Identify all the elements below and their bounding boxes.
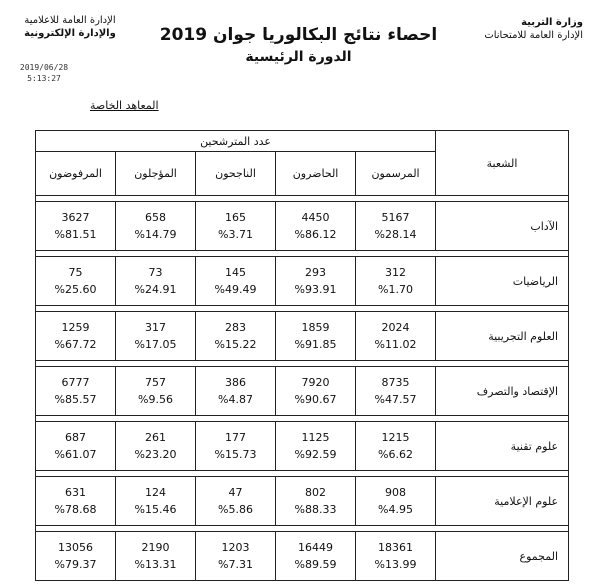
- cell-count: 124: [145, 486, 167, 499]
- table-cell: [116, 477, 196, 526]
- cell-count: 802: [305, 486, 327, 499]
- table-cell: [276, 202, 356, 251]
- cell-count: 631: [65, 486, 86, 499]
- cell-percent: %5.86: [218, 503, 253, 516]
- cell-count: 18361: [378, 541, 414, 554]
- cell-count: 386: [225, 376, 247, 389]
- cell-count: 177: [225, 431, 247, 444]
- table-row: [36, 312, 569, 361]
- branch-name: المجموع: [436, 532, 569, 581]
- table-cell: [196, 367, 276, 416]
- table-cell: [356, 532, 436, 581]
- cell-percent: %15.22: [214, 338, 257, 351]
- table-cell: [116, 422, 196, 471]
- table-cell: [356, 422, 436, 471]
- table-cell: [196, 312, 276, 361]
- cell-count: 165: [225, 211, 247, 224]
- table-cell: [36, 477, 116, 526]
- cell-percent: %7.31: [218, 558, 253, 571]
- cell-count: 1259: [61, 321, 90, 334]
- cell-count: 1125: [301, 431, 330, 444]
- cell-percent: %49.49: [214, 283, 257, 296]
- branch-name: العلوم التجريبية: [436, 312, 569, 361]
- cell-percent: %15.46: [134, 503, 177, 516]
- cell-percent: %67.72: [54, 338, 97, 351]
- left-header-line1: الإدارة العامة للاعلامية: [24, 15, 116, 26]
- cell-count: 13056: [58, 541, 93, 554]
- table-cell: [116, 257, 196, 306]
- table-cell: [36, 367, 116, 416]
- cell-percent: %93.91: [294, 283, 337, 296]
- cell-percent: %86.12: [294, 228, 337, 241]
- cell-percent: %25.60: [54, 283, 97, 296]
- cell-percent: %90.67: [294, 393, 337, 406]
- cell-percent: %14.79: [134, 228, 177, 241]
- table-cell: [276, 422, 356, 471]
- cell-count: 283: [225, 321, 247, 334]
- section-label: المعاهد الخاصة: [90, 99, 159, 112]
- cell-count: 1859: [301, 321, 330, 334]
- table-body: [36, 196, 569, 581]
- cell-percent: %79.37: [54, 558, 97, 571]
- table-cell: [116, 532, 196, 581]
- cell-percent: %4.95: [378, 503, 413, 516]
- cell-percent: %91.85: [294, 338, 337, 351]
- cell-percent: %81.51: [54, 228, 97, 241]
- cell-percent: %6.62: [378, 448, 413, 461]
- cell-count: 3627: [61, 211, 90, 224]
- cell-count: 47: [228, 486, 243, 499]
- col-header: المرفوضون: [36, 152, 116, 196]
- cell-count: 73: [148, 266, 163, 279]
- branch-name: الرياضيات: [436, 257, 569, 306]
- table-cell: [276, 532, 356, 581]
- table-cell: [196, 477, 276, 526]
- timestamp-date: 2019/06/28: [19, 63, 69, 72]
- cell-percent: %9.56: [138, 393, 173, 406]
- table-cell: [356, 312, 436, 361]
- cell-count: 1203: [221, 541, 250, 554]
- cell-percent: %17.05: [134, 338, 177, 351]
- table-cell: [356, 202, 436, 251]
- col-header: المؤجلون: [116, 152, 196, 196]
- table-cell: [356, 367, 436, 416]
- cell-percent: %85.57: [54, 393, 97, 406]
- cell-percent: %13.99: [374, 558, 417, 571]
- group-header: عدد المترشحين: [36, 131, 436, 152]
- cell-count: 7920: [301, 376, 330, 389]
- cell-count: 2190: [141, 541, 170, 554]
- cell-count: 293: [305, 266, 327, 279]
- cell-percent: %11.02: [374, 338, 417, 351]
- timestamp-time: 5:13:27: [27, 74, 61, 83]
- cell-percent: %23.20: [134, 448, 177, 461]
- timestamp: [14, 62, 74, 84]
- table-cell: [276, 257, 356, 306]
- cell-percent: %47.57: [374, 393, 417, 406]
- cell-count: 75: [68, 266, 83, 279]
- cell-percent: %28.14: [374, 228, 417, 241]
- table-cell: [36, 312, 116, 361]
- cell-count: 1215: [381, 431, 410, 444]
- branch-name: الإقتصاد والتصرف: [436, 367, 569, 416]
- col-header: المرسمون: [356, 152, 436, 196]
- cell-percent: %89.59: [294, 558, 337, 571]
- table-cell: [276, 477, 356, 526]
- table-cell: [276, 367, 356, 416]
- table-cell: [196, 257, 276, 306]
- cell-count: 145: [225, 266, 247, 279]
- cell-count: 4450: [301, 211, 330, 224]
- table-cell: [116, 202, 196, 251]
- cell-count: 757: [145, 376, 167, 389]
- table-cell: [196, 422, 276, 471]
- cell-percent: %92.59: [294, 448, 337, 461]
- cell-percent: %13.31: [134, 558, 177, 571]
- cell-percent: %4.87: [218, 393, 253, 406]
- cell-percent: %15.73: [214, 448, 257, 461]
- table-cell: [356, 257, 436, 306]
- cell-count: 908: [385, 486, 407, 499]
- cell-count: 16449: [298, 541, 334, 554]
- branch-name: علوم الإعلامية: [436, 477, 569, 526]
- branch-header: الشعبة: [436, 131, 569, 196]
- page-title: احصاء نتائج البكالوريا جوان 2019: [159, 25, 438, 45]
- results-table: [35, 130, 569, 581]
- table-row: [36, 422, 569, 471]
- right-header-line2: الإدارة العامة للامتحانات: [484, 30, 583, 41]
- cell-percent: %3.71: [218, 228, 253, 241]
- cell-count: 2024: [381, 321, 410, 334]
- table-row: [36, 532, 569, 581]
- table-row: [36, 257, 569, 306]
- cell-count: 317: [145, 321, 167, 334]
- cell-count: 687: [65, 431, 86, 444]
- cell-count: 6777: [61, 376, 90, 389]
- table-cell: [36, 532, 116, 581]
- table-cell: [36, 202, 116, 251]
- cell-count: 658: [145, 211, 167, 224]
- cell-percent: %61.07: [54, 448, 97, 461]
- table-cell: [356, 477, 436, 526]
- cell-percent: %78.68: [54, 503, 97, 516]
- table-cell: [116, 367, 196, 416]
- table-row: [36, 367, 569, 416]
- cell-percent: %24.91: [134, 283, 177, 296]
- cell-count: 261: [145, 431, 167, 444]
- cell-percent: %88.33: [294, 503, 337, 516]
- cell-count: 5167: [381, 211, 410, 224]
- col-header: الناجحون: [196, 152, 276, 196]
- table-row: [36, 202, 569, 251]
- table-cell: [36, 257, 116, 306]
- left-header-line2: والإدارة الإلكترونية: [24, 28, 116, 39]
- table-cell: [276, 312, 356, 361]
- right-header-line1: وزارة التربية: [521, 17, 583, 28]
- table-cell: [36, 422, 116, 471]
- branch-name: الآداب: [436, 202, 569, 251]
- cell-count: 312: [385, 266, 407, 279]
- page-subtitle: الدورة الرئيسية: [245, 49, 352, 65]
- table-row: [36, 477, 569, 526]
- table-cell: [196, 202, 276, 251]
- cell-count: 8735: [381, 376, 410, 389]
- table-cell: [196, 532, 276, 581]
- cell-percent: %1.70: [378, 283, 413, 296]
- table-cell: [116, 312, 196, 361]
- branch-name: علوم تقنية: [436, 422, 569, 471]
- col-header: الحاضرون: [276, 152, 356, 196]
